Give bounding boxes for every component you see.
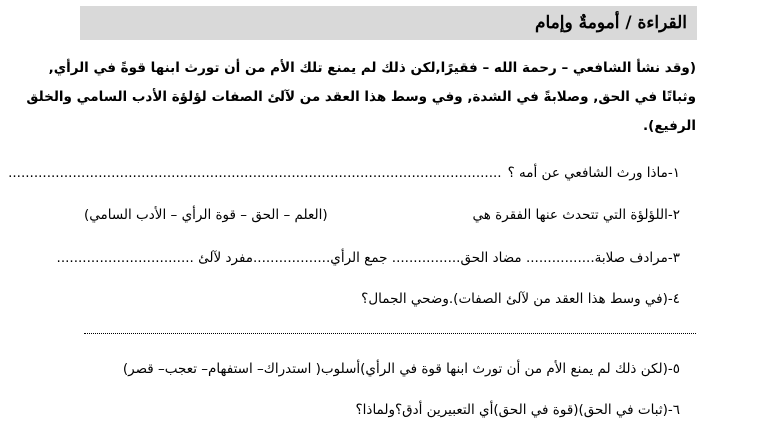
question-1 <box>8 165 680 181</box>
page-title: القراءة / أمومةٌ وإمام <box>534 13 687 33</box>
question-5 <box>84 361 680 377</box>
question-6 <box>356 402 680 418</box>
question-2-text: ٢-اللؤلؤة التي تتحدث عنها الفقرة هي <box>472 207 680 223</box>
answer-dotted-line <box>84 333 696 334</box>
passage-line-3: الرفيع). <box>643 118 696 134</box>
question-5-text: ٥-(لكن ذلك لم يمنع الأم من أن تورث ابنها قوة في الرأي)أسلوب( استدراك– استفهام– تعجب– قصر) <box>122 361 680 377</box>
section-header <box>80 6 697 40</box>
reading-passage <box>26 54 696 141</box>
question-3 <box>56 250 680 266</box>
question-3-text: ٣-مرادف صلابة................ مضاد الحق................ جمع الرأي..................مفرد لآلئ ................................ <box>56 250 680 266</box>
question-1-answer-line: ................................................................................................................... <box>8 165 502 181</box>
passage-line-2: وثباتًا في الحق, وصلابةً في الشدة, وفي وسط هذا العقد من لآلئ الصفات لؤلؤة الأدب السامي والخلق <box>26 89 696 105</box>
question-1-text: ١-ماذا ورث الشافعي عن أمه ؟ <box>507 165 680 181</box>
question-6-text: ٦-(ثبات في الحق)(قوة في الحق)أي التعبيرين أدق؟ولماذا؟ <box>355 402 680 418</box>
question-2 <box>84 207 680 223</box>
question-4-text: ٤-(في وسط هذا العقد من لآلئ الصفات).وضحي الجمال؟ <box>361 291 680 307</box>
question-2-options: (العلم – الحق – قوة الرأي – الأدب السامي) <box>84 207 328 223</box>
question-4 <box>361 291 680 307</box>
passage-line-1: (وقد نشأ الشافعي – رحمة الله – فقيرًا,لكن ذلك لم يمنع تلك الأم من أن تورث ابنها قوةً في الرأي, <box>48 60 696 76</box>
